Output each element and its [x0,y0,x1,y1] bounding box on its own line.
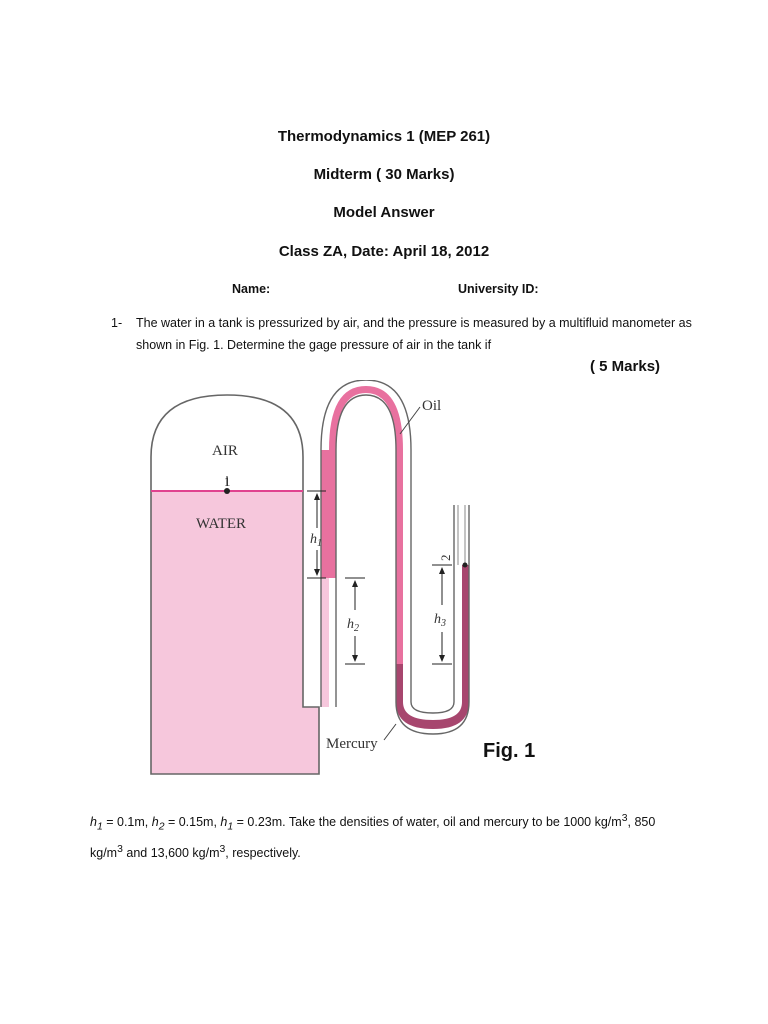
air-label: AIR [212,443,238,459]
point-1-label: 1 [224,474,231,489]
question-text: The water in a tank is pressurized by air, and the pressure is measured by a multifluid manometer as shown in Fig. 1. Determine the gage pressure of air in the tank if [136,316,692,352]
question-marks: ( 5 Marks) [590,358,661,375]
course-title: Thermodynamics 1 (MEP 261) [277,128,491,145]
manometer-figure [140,380,500,780]
point-2-label: 2 [438,554,453,561]
water-label: WATER [196,516,246,532]
tube-oil-section [329,386,403,664]
given-values: $h_1 = 0.1m$, $h_2 = 0.15m$, $h_1 = 0.23m$. Take the densities of water, oil and mercury to be 1000 $kg/m^3$, 850 $kg/m^3$ and 13,600 $kg/m^3$, respectively. [90,813,656,860]
class-date: Class ZA, Date: April 18, 2012 [278,243,490,260]
tube-oil-left-arm [321,450,336,578]
tank-water [151,491,319,774]
h1-label: $h_1$ [310,532,322,549]
tube-outline-outer [321,380,454,713]
name-label: Name: [232,282,271,296]
oil-label: Oil [422,398,442,414]
point-2-marker [463,563,468,568]
model-answer-title: Model Answer [333,204,435,221]
mercury-label: Mercury [326,736,378,752]
tube-water-section [321,578,329,707]
exam-title: Midterm ( 30 Marks) [313,166,455,183]
tube-mercury-section [396,565,469,729]
h3-label: $h_3$ [434,612,446,629]
figure-caption: Fig. 1 [483,740,536,762]
h2-label: $h_2$ [347,617,359,634]
question-number: 1- [111,316,123,330]
university-id-label: University ID: [458,282,539,296]
